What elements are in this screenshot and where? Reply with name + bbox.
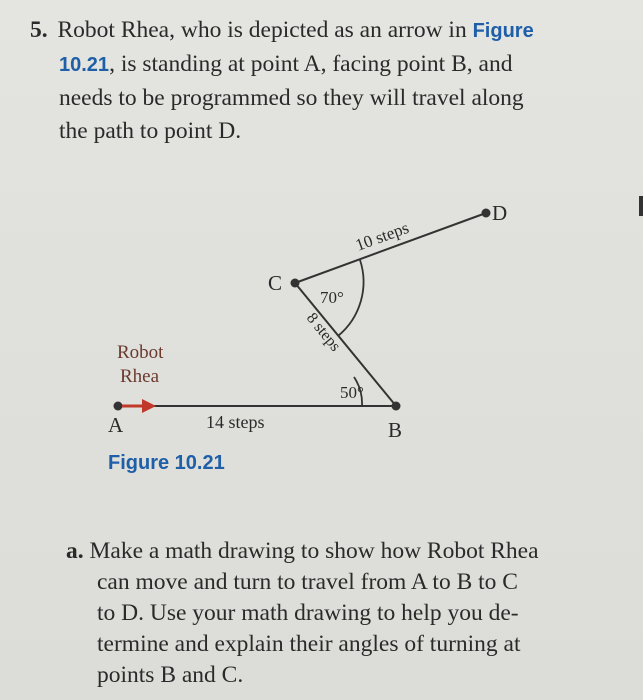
- segment-cd-label: 10 steps: [352, 218, 412, 255]
- part-a-line-5: points B and C.: [97, 662, 244, 688]
- robot-label-line-2: Rhea: [120, 366, 160, 387]
- segment-ab-label: 14 steps: [206, 412, 265, 432]
- label-c: C: [268, 271, 283, 295]
- part-a: [66, 536, 606, 691]
- figure-reference-number[interactable]: 10.21: [59, 54, 110, 76]
- part-a-label: a.: [66, 538, 84, 564]
- point-b-dot: [392, 402, 401, 411]
- robot-label-line-1: Robot: [117, 342, 164, 363]
- part-a-line-1: [66, 536, 606, 567]
- part-a-line-3: to D. Use your math drawing to help you de-: [97, 600, 519, 626]
- robot-arrow-icon: [122, 399, 156, 413]
- part-a-line-4: termine and explain their angles of turning at: [97, 631, 521, 657]
- figure-caption: Figure 10.21: [108, 452, 225, 474]
- problem-line-4: the path to point D.: [59, 118, 242, 144]
- point-c-dot: [291, 279, 300, 288]
- part-a-line-2: can move and turn to travel from A to B to C: [97, 569, 518, 595]
- problem-line-3: needs to be programmed so they will travel along: [59, 85, 524, 111]
- label-d: D: [492, 201, 508, 225]
- problem-text-1: Robot Rhea, who is depicted as an arrow in: [57, 17, 467, 43]
- angle-c-label: 70°: [320, 288, 344, 307]
- figure-reference[interactable]: Figure: [472, 20, 534, 42]
- problem-text-2: , is standing at point A, facing point B, and: [109, 51, 513, 77]
- segment-bc-label: 8 steps: [302, 309, 344, 355]
- part-a-text-1: Make a math drawing to show how Robot Rhea: [89, 538, 539, 564]
- label-b: B: [388, 418, 403, 442]
- angle-b-label: 50°: [340, 383, 364, 402]
- point-d-dot: [482, 209, 491, 218]
- point-a-dot: [114, 402, 123, 411]
- label-a: A: [108, 413, 124, 437]
- problem-number: 5.: [30, 17, 48, 43]
